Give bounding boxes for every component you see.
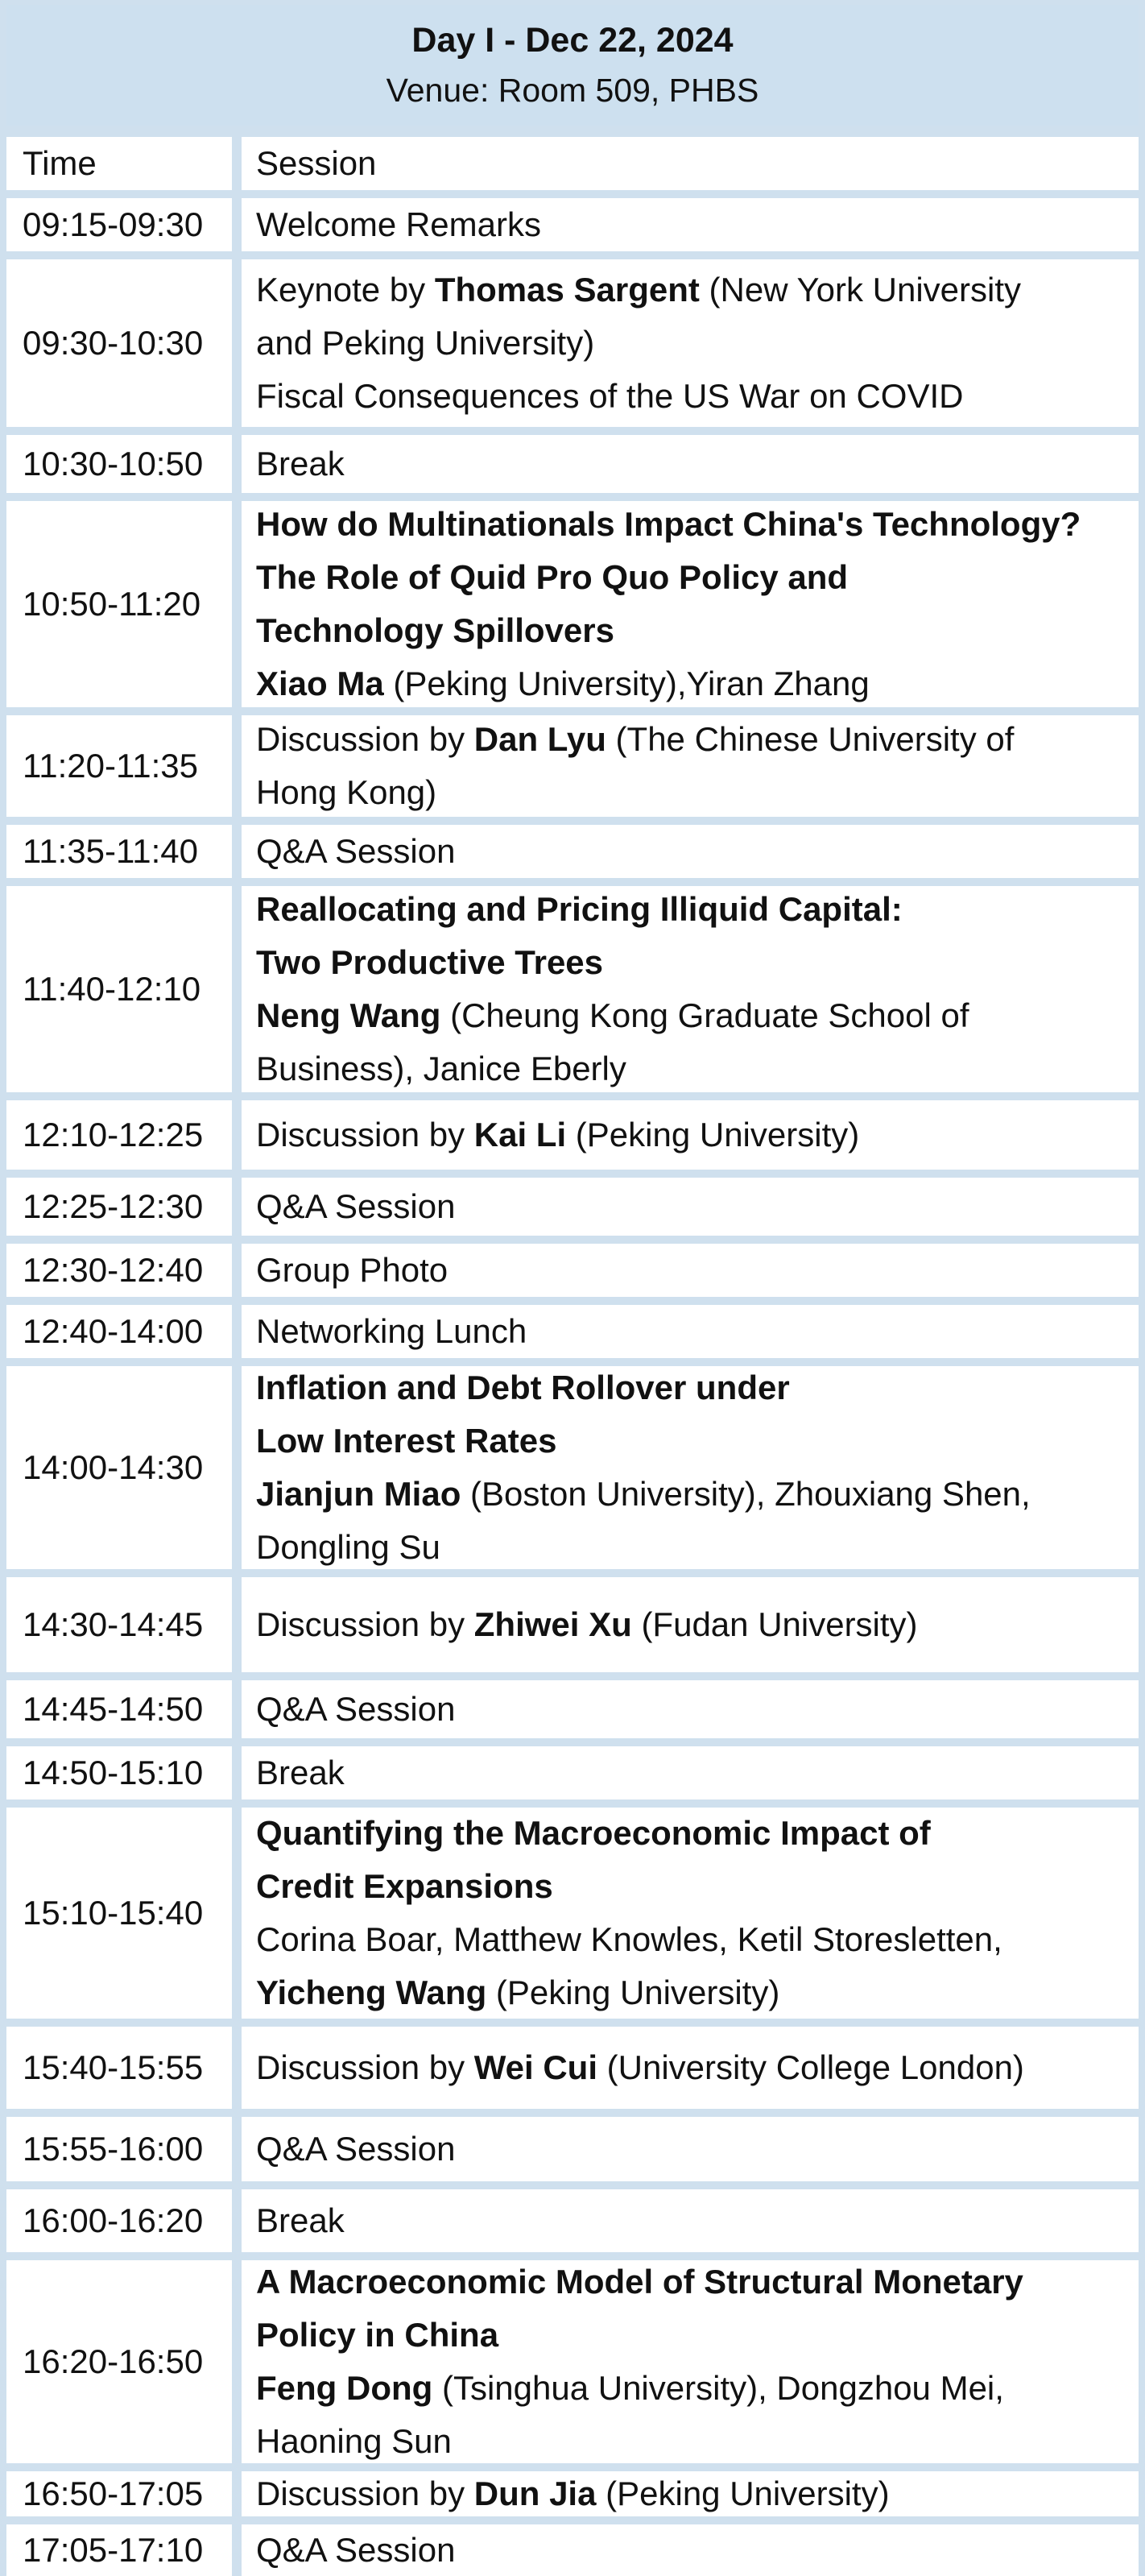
bold-text: Quantifying the Macroeconomic Impact of [256, 1814, 931, 1852]
bold-text: The Role of Quid Pro Quo Policy and [256, 558, 849, 596]
session-text: (Peking University) [486, 1973, 780, 2011]
session-line [256, 1966, 1139, 2019]
session-line [256, 317, 1139, 370]
session-line [256, 2041, 1139, 2094]
session-line [256, 1244, 1139, 1297]
session-line [256, 198, 1139, 251]
session-line [256, 370, 1139, 423]
session-line [256, 766, 1139, 817]
bold-text: Technology Spillovers [256, 611, 614, 649]
bold-text: Policy in China [256, 2316, 499, 2354]
session-line [256, 715, 1139, 766]
time-cell: 12:25-12:30 [6, 1178, 232, 1236]
session-cell [242, 1366, 1139, 1569]
time-cell: 11:20-11:35 [6, 715, 232, 817]
session-text: Welcome Remarks [256, 205, 541, 243]
session-text: Break [256, 2201, 345, 2239]
session-text: (Cheung Kong Graduate School of [440, 996, 969, 1034]
bold-text: Dun Jia [473, 2475, 597, 2512]
session-cell [242, 715, 1139, 817]
session-text: Q&A Session [256, 1690, 456, 1728]
session-text: Break [256, 445, 345, 482]
time-cell: 14:50-15:10 [6, 1746, 232, 1799]
time-cell: 09:30-10:30 [6, 259, 232, 427]
session-cell [242, 1305, 1139, 1358]
session-line [256, 2415, 1139, 2463]
session-text: (Peking University) [596, 2475, 890, 2512]
time-cell: 12:30-12:40 [6, 1244, 232, 1297]
session-text: Group Photo [256, 1251, 448, 1289]
venue-line: Venue: Room 509, PHBS [386, 72, 759, 109]
bold-text: A Macroeconomic Model of Structural Monetary [256, 2263, 1023, 2301]
session-cell [242, 2027, 1139, 2109]
session-line [256, 1598, 1139, 1651]
session-text: (Boston University), Zhouxiang Shen, [461, 1475, 1031, 1513]
time-cell: 11:40-12:10 [6, 886, 232, 1092]
session-cell [242, 1577, 1139, 1672]
bold-text: Wei Cui [473, 2048, 597, 2086]
bold-text: Low Interest Rates [256, 1422, 557, 1460]
session-line [256, 551, 1139, 604]
session-text: Q&A Session [256, 832, 456, 870]
session-text: Q&A Session [256, 1187, 456, 1225]
session-text: Discussion by [256, 2475, 474, 2512]
session-cell [242, 1680, 1139, 1738]
bold-text: Kai Li [473, 1116, 567, 1153]
session-line [256, 263, 1139, 317]
session-line [256, 604, 1139, 657]
bold-text: Feng Dong [256, 2369, 433, 2407]
session-line [256, 1683, 1139, 1736]
session-text: Hong Kong) [256, 773, 437, 811]
time-cell: 09:15-09:30 [6, 198, 232, 251]
session-cell [242, 198, 1139, 251]
session-cell [242, 825, 1139, 878]
bold-text: Yicheng Wang [256, 1973, 487, 2011]
session-cell [242, 501, 1139, 707]
session-line [256, 936, 1139, 989]
bold-text: Credit Expansions [256, 1867, 553, 1905]
bold-text: Neng Wang [256, 996, 441, 1034]
bold-text: Inflation and Debt Rollover under [256, 1369, 790, 1406]
bold-text: How do Multinationals Impact China's Technology? [256, 505, 1081, 543]
time-cell: 10:30-10:50 [6, 435, 232, 493]
bold-text: Jianjun Miao [256, 1475, 461, 1513]
session-text: (Fudan University) [631, 1605, 918, 1643]
time-column-header: Time [6, 137, 232, 190]
session-text: Discussion by [256, 720, 474, 758]
session-cell [242, 2471, 1139, 2516]
session-column-header: Session [242, 137, 1139, 190]
session-text: Networking Lunch [256, 1312, 527, 1350]
session-line [256, 1414, 1139, 1468]
session-line [256, 1305, 1139, 1358]
day-title: Day I - Dec 22, 2024 [411, 21, 734, 60]
session-text: Q&A Session [256, 2130, 456, 2168]
session-text: and Peking University) [256, 324, 595, 362]
bold-text: Xiao Ma [256, 665, 384, 702]
session-line [256, 989, 1139, 1042]
session-cell [242, 2260, 1139, 2463]
session-line [256, 2123, 1139, 2176]
session-line [256, 1042, 1139, 1092]
session-line [256, 1521, 1139, 1569]
session-line [256, 1180, 1139, 1233]
session-line [256, 1366, 1139, 1414]
bold-text: Reallocating and Pricing Illiquid Capital: [256, 890, 903, 928]
session-text: (Tsinghua University), Dongzhou Mei, [432, 2369, 1004, 2407]
time-cell: 17:05-17:10 [6, 2524, 232, 2576]
session-cell [242, 2524, 1139, 2576]
session-text: Business), Janice Eberly [256, 1050, 626, 1087]
session-line [256, 1746, 1139, 1799]
session-text: (Peking University),Yiran Zhang [383, 665, 870, 702]
time-cell: 16:20-16:50 [6, 2260, 232, 2463]
session-text: Corina Boar, Matthew Knowles, Ketil Storesletten, [256, 1920, 1002, 1958]
session-text: (The Chinese University of [606, 720, 1015, 758]
session-line [256, 2524, 1139, 2576]
time-cell: 11:35-11:40 [6, 825, 232, 878]
time-cell: 10:50-11:20 [6, 501, 232, 707]
session-text: Haoning Sun [256, 2422, 452, 2460]
time-cell: 15:10-15:40 [6, 1808, 232, 2019]
day-header [6, 5, 1139, 126]
session-cell [242, 259, 1139, 427]
session-line [256, 657, 1139, 707]
session-text: Fiscal Consequences of the US War on COVID [256, 377, 964, 415]
time-cell: 12:10-12:25 [6, 1100, 232, 1170]
bold-text: Thomas Sargent [434, 271, 700, 309]
session-text: Discussion by [256, 2048, 474, 2086]
time-cell: 16:50-17:05 [6, 2471, 232, 2516]
session-text: Dongling Su [256, 1528, 440, 1566]
session-line [256, 2309, 1139, 2362]
session-cell [242, 435, 1139, 493]
session-text: Discussion by [256, 1605, 474, 1643]
time-cell: 15:55-16:00 [6, 2117, 232, 2181]
session-cell [242, 1244, 1139, 1297]
session-line [256, 1808, 1139, 1860]
session-line [256, 2471, 1139, 2516]
session-cell [242, 1808, 1139, 2019]
bold-text: Two Productive Trees [256, 943, 604, 981]
time-cell: 12:40-14:00 [6, 1305, 232, 1358]
session-text: (University College London) [597, 2048, 1024, 2086]
session-text: Keynote by [256, 271, 435, 309]
time-cell: 16:00-16:20 [6, 2189, 232, 2252]
session-line [256, 437, 1139, 491]
time-cell: 14:30-14:45 [6, 1577, 232, 1672]
session-text: Discussion by [256, 1116, 474, 1153]
session-text: Break [256, 1754, 345, 1791]
session-line [256, 501, 1139, 551]
session-text: (New York University [699, 271, 1022, 309]
session-cell [242, 2117, 1139, 2181]
session-cell [242, 2189, 1139, 2252]
session-cell [242, 886, 1139, 1092]
session-line [256, 825, 1139, 878]
session-text: (Peking University) [566, 1116, 860, 1153]
session-line [256, 1108, 1139, 1162]
session-cell [242, 1178, 1139, 1236]
session-line [256, 2362, 1139, 2415]
time-cell: 14:45-14:50 [6, 1680, 232, 1738]
time-cell: 14:00-14:30 [6, 1366, 232, 1569]
session-cell [242, 1100, 1139, 1170]
session-cell [242, 1746, 1139, 1799]
bold-text: Zhiwei Xu [473, 1605, 632, 1643]
session-line [256, 1913, 1139, 1966]
session-line [256, 2260, 1139, 2309]
bold-text: Dan Lyu [473, 720, 606, 758]
time-cell: 15:40-15:55 [6, 2027, 232, 2109]
session-line [256, 2194, 1139, 2247]
session-line [256, 1860, 1139, 1913]
session-text: Q&A Session [256, 2531, 456, 2569]
session-line [256, 1468, 1139, 1521]
session-line [256, 886, 1139, 936]
